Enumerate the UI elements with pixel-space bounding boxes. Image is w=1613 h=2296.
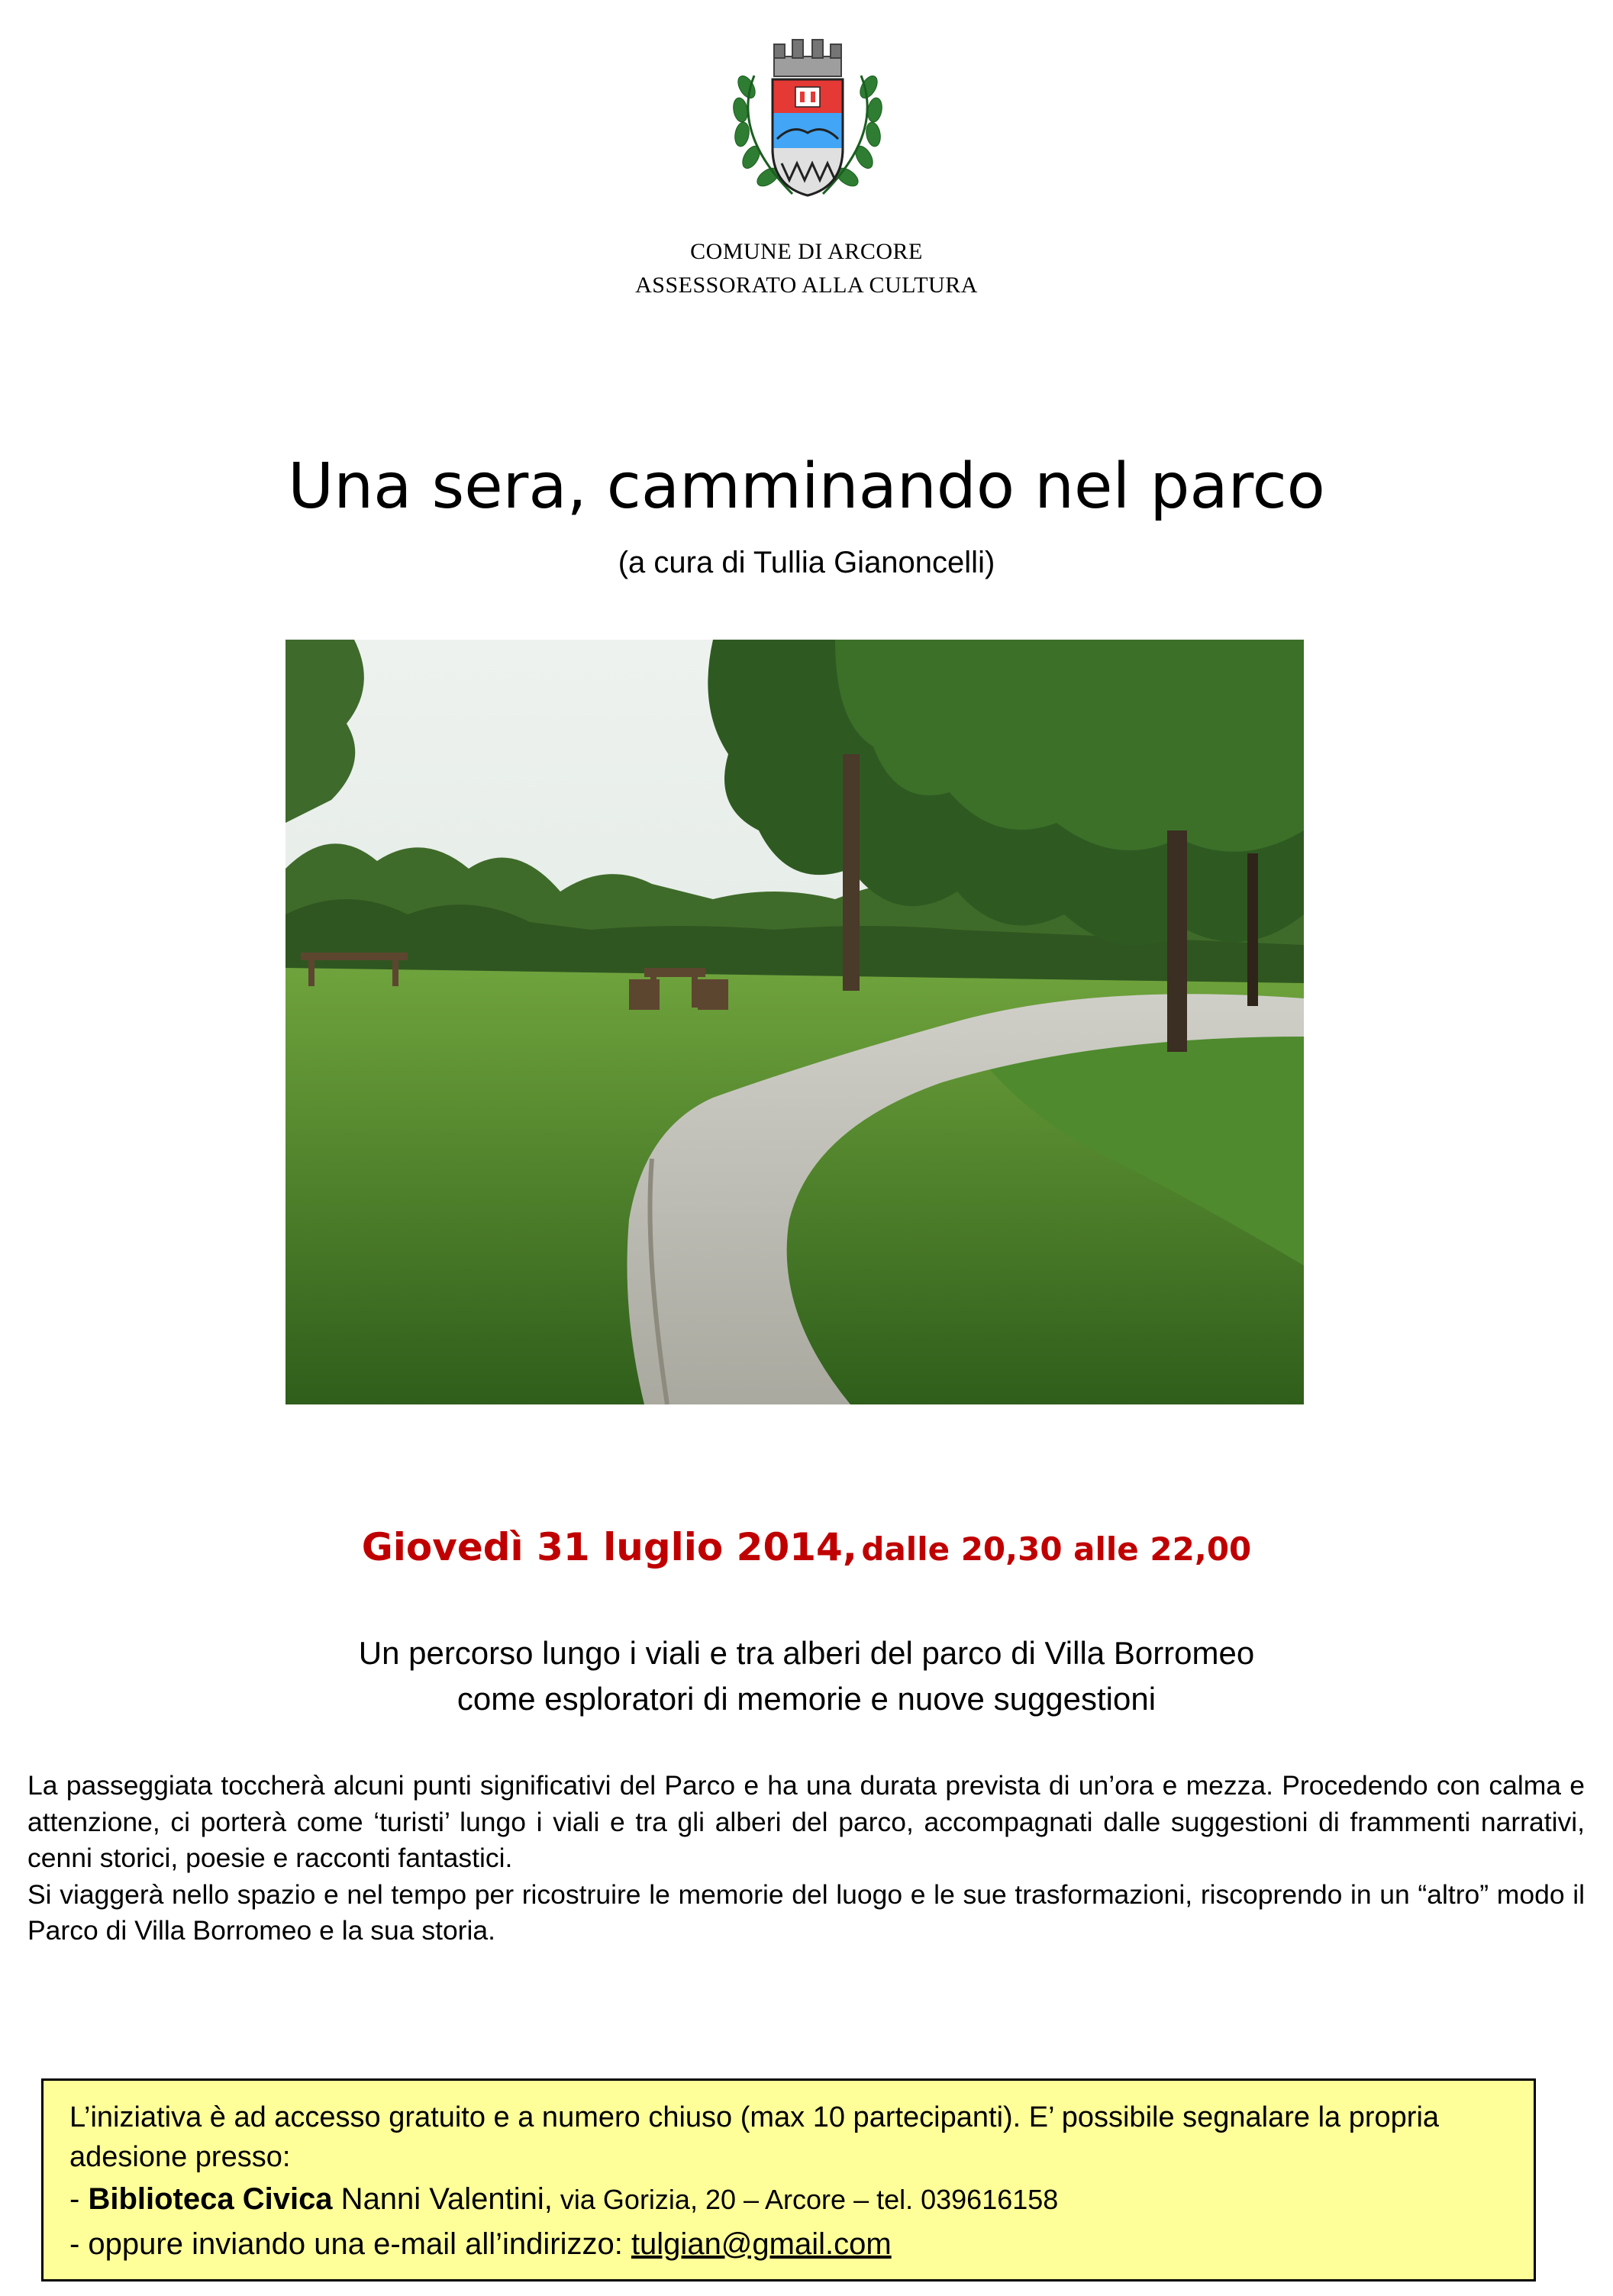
tagline-line-2: come esploratori di memorie e nuove suggestioni [456,1681,1157,1717]
registration-intro: L’iniziativa è ad accesso gratuito e a numero chiuso (max 10 partecipanti). E’ possibile segnalare la propria adesione presso: [69,2101,1440,2173]
library-prefix: - [69,2182,89,2216]
issuer-header [0,235,1613,302]
park-path-photo [286,640,1304,1404]
description-paragraph-2: Si viaggerà nello spazio e nel tempo per ricostruire le memorie del luogo e le sue trasformazioni, riscoprendo in un “altro” modo il Parco di Villa Borromeo e la sua storia. [27,1878,1585,1946]
event-tagline [0,1630,1613,1722]
library-name: Biblioteca Civica [88,2182,333,2216]
event-curator: (a cura di Tullia Gianoncelli) [618,546,995,579]
event-title: Una sera, camminando nel parco [288,450,1325,523]
email-contact [69,2222,1495,2266]
library-address: via Gorizia, 20 – Arcore – tel. 039616158 [552,2184,1059,2215]
event-date-time [0,1525,1613,1569]
tagline-line-1: Un percorso lungo i viali e tra alberi del parco di Villa Borromeo [358,1635,1255,1671]
registration-info-box [41,2078,1536,2281]
email-link[interactable]: tulgian@gmail.com [631,2227,892,2261]
department-name: ASSESSORATO ALLA CULTURA [635,272,978,298]
event-time: dalle 20,30 alle 22,00 [861,1530,1252,1568]
municipality-name: COMUNE DI ARCORE [690,239,923,264]
library-detail: Nanni Valentini, [332,2182,553,2216]
event-description [27,1768,1585,1949]
email-prefix: - oppure inviando una e-mail all’indirizzo: [69,2227,631,2261]
library-contact [69,2177,1495,2222]
event-date: Giovedì 31 luglio 2014, [361,1525,857,1569]
coat-of-arms-icon [724,34,892,209]
description-paragraph-1: La passeggiata toccherà alcuni punti significativi del Parco e ha una durata prevista di un’ora e mezza. Procedendo con calma e attenzione, ci porterà come ‘turisti’ lungo i viali e tra gli alberi del parco, accompagnati dalle suggestioni di frammenti narrativi, cenni storici, poesie e racconti fantastici. [27,1770,1585,1873]
